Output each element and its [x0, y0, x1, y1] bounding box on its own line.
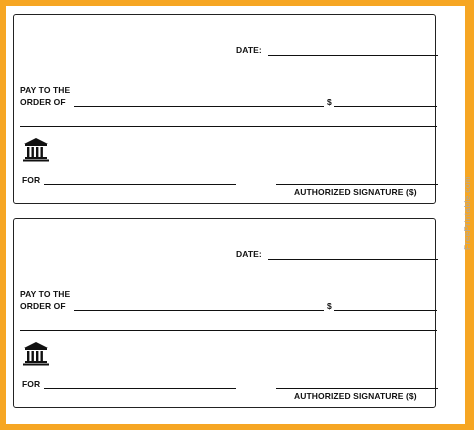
date-line[interactable]	[268, 259, 438, 260]
amount-line[interactable]	[334, 106, 437, 107]
date-line[interactable]	[268, 55, 438, 56]
bank-building-icon	[23, 341, 49, 366]
signature-line[interactable]	[276, 388, 438, 389]
amount-in-words-line[interactable]	[20, 126, 437, 127]
pay-to-label-line2: ORDER OF	[20, 301, 66, 311]
blank-check-2	[13, 218, 436, 408]
memo-label: FOR	[22, 379, 41, 389]
pay-to-label-line2: ORDER OF	[20, 97, 66, 107]
blank-check-1	[13, 14, 436, 204]
payee-line[interactable]	[74, 106, 324, 107]
pay-to-label-line1: PAY TO THE	[20, 289, 71, 299]
payee-line[interactable]	[74, 310, 324, 311]
memo-label: FOR	[22, 175, 41, 185]
dollar-sign: $	[327, 301, 332, 311]
signature-line[interactable]	[276, 184, 438, 185]
watermark-text: FreePrintable.com	[463, 176, 472, 250]
amount-in-words-line[interactable]	[20, 330, 437, 331]
signature-label: AUTHORIZED SIGNATURE ($)	[294, 391, 417, 401]
bank-building-icon	[23, 137, 49, 162]
signature-label: AUTHORIZED SIGNATURE ($)	[294, 187, 417, 197]
pay-to-label-line1: PAY TO THE	[20, 85, 71, 95]
memo-line[interactable]	[44, 184, 236, 185]
printable-sheet	[6, 6, 472, 424]
date-label: DATE:	[236, 249, 262, 259]
date-label: DATE:	[236, 45, 262, 55]
amount-line[interactable]	[334, 310, 437, 311]
memo-line[interactable]	[44, 388, 236, 389]
dollar-sign: $	[327, 97, 332, 107]
